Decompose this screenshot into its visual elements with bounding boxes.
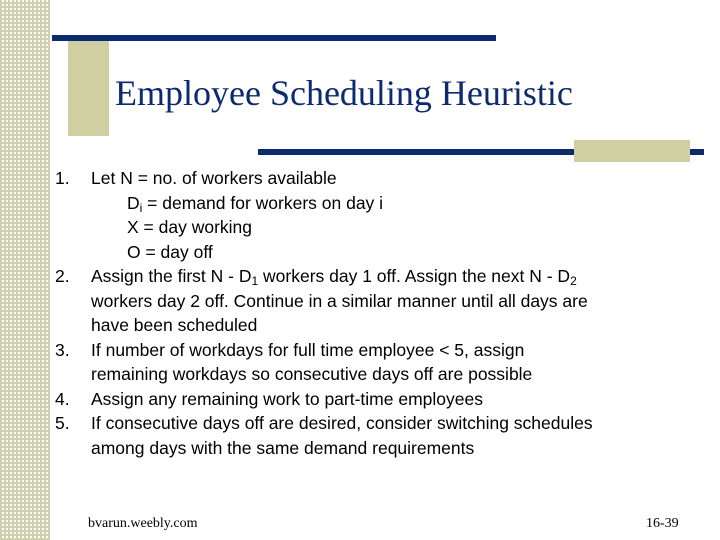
steps-list	[55, 166, 705, 460]
decorative-bar-top	[52, 35, 496, 41]
step-5	[55, 411, 705, 460]
step-number: 3.	[55, 339, 70, 360]
step-text: If consecutive days off are desired, consider switching schedules	[91, 413, 593, 433]
step-number: 5.	[55, 413, 70, 433]
decorative-square-middle	[574, 140, 690, 162]
step-number: 1.	[55, 168, 70, 188]
checkered-strip	[0, 0, 50, 540]
step-2	[55, 264, 705, 338]
step-text: remaining workdays so consecutive days off are possible	[91, 364, 533, 384]
step-text: Assign any remaining work to part-time employees	[91, 388, 483, 409]
step-number: 2.	[55, 266, 70, 286]
step-text: have been scheduled	[91, 315, 258, 335]
step-1	[55, 166, 705, 264]
step-number: 4.	[55, 388, 70, 409]
footer-source: bvarun.weebly.com	[88, 516, 198, 531]
definition-d: $D_i$ = demand for workers on day i	[127, 192, 384, 215]
definition-x: X = day working	[127, 217, 252, 237]
step-text: among days with the same demand requirements	[91, 437, 475, 458]
step-text: If number of workdays for full time employee < 5, assign	[91, 339, 525, 360]
slide-title: Employee Scheduling Heuristic	[115, 73, 573, 113]
step-text: Let N = no. of workers available	[91, 168, 337, 188]
step-4	[55, 387, 705, 412]
definition-o: O = day off	[127, 241, 213, 262]
decorative-square-top	[68, 39, 109, 136]
footer-page-number: 16-39	[646, 516, 679, 531]
step-3	[55, 338, 705, 387]
step-text: workers day 2 off. Continue in a similar manner until all days are	[91, 290, 588, 311]
step-text: Assign the first N - $D_1$ workers day 1 off. Assign the next N - $D_2$	[91, 266, 577, 288]
